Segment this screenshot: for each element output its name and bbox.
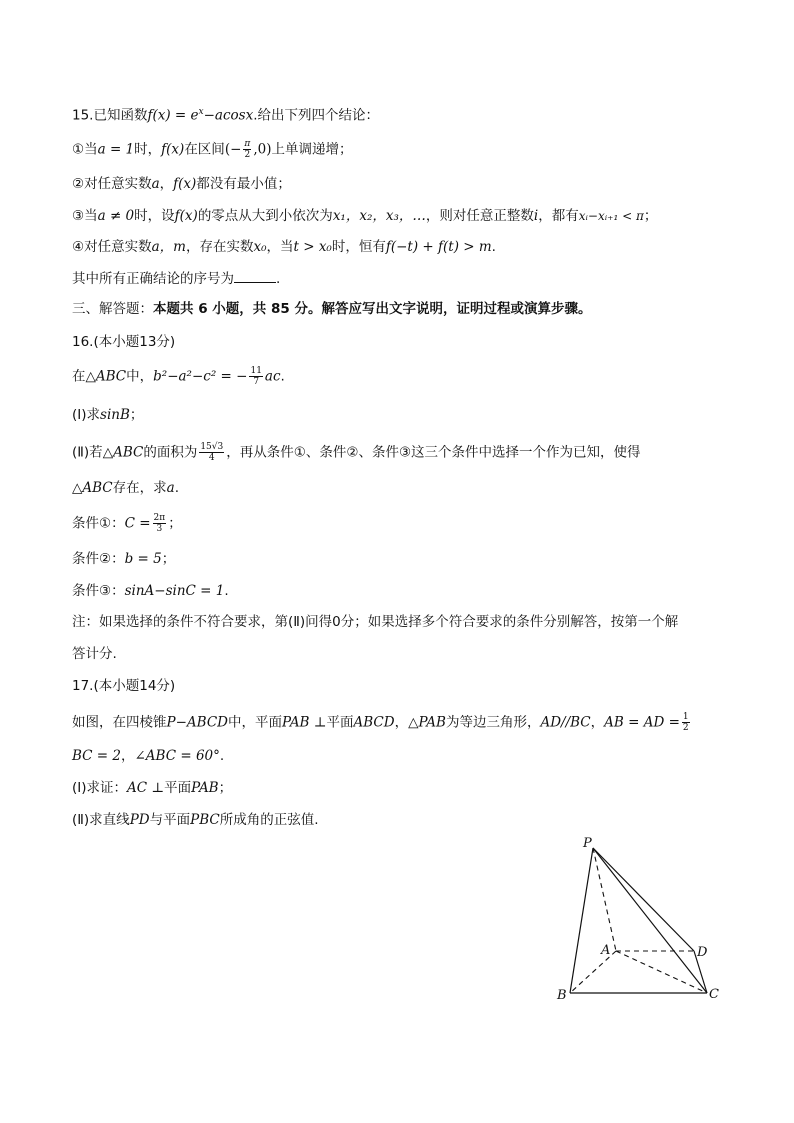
q17-part-2: (Ⅱ)求直线PD与平面PBC所成角的正弦值. <box>72 812 319 828</box>
edge-AC-hidden <box>616 951 707 993</box>
answer-blank[interactable] <box>234 268 276 283</box>
q15-ask: 其中所有正确结论的序号为 . <box>72 268 280 289</box>
q16-condition-2: 条件②：b = 5； <box>72 551 176 567</box>
q15-fraction-pi-over-2: $\frac{\pi}{2}$ <box>244 139 251 160</box>
section-3-heading: 三、解答题：本题共 6 小题，共 85 分。解答应写出文字说明，证明过程或演算步骤。 <box>72 301 592 317</box>
vertex-label-A: A <box>601 943 611 958</box>
vertex-label-C: C <box>709 987 719 1002</box>
q15-stem: 15.已知函数$f(x) = e^x-acosx$.给出下列四个结论： <box>72 107 379 124</box>
q16-part-1: (Ⅰ)求sinB； <box>72 407 144 423</box>
q16-condition-3: 条件③：sinA−sinC = 1. <box>72 583 229 599</box>
vertex-label-B: B <box>557 988 567 1003</box>
q15-conclusion-3: ③当a ≠ 0时，设f(x)的零点从大到小依次为x₁，x₂，x₃，…，则对任意正整数i，都有xᵢ−xᵢ₊₁ < π； <box>72 208 658 224</box>
q16-part-2-cont: △ABC存在，求a. <box>72 480 179 496</box>
edge-DC <box>694 951 707 993</box>
q15-conclusion-2: ②对任意实数a，f(x)都没有最小值； <box>72 176 291 192</box>
edge-PD <box>593 848 694 951</box>
q16-part-2: (Ⅱ)若△ABC的面积为 $\frac{15√3}{4}$ ，再从条件①、条件②、条件③这三个条件中选择一个作为已知，使得 <box>72 442 641 463</box>
q16-note-line-1: 注：如果选择的条件不符合要求，第(Ⅱ)问得0分；如果选择多个符合要求的条件分别解答，按第一个解 <box>72 614 679 630</box>
q16-stem: 在△ABC中，b²−a²−c² = − $\frac{11}{7}$ ac. <box>72 366 285 387</box>
q16-number: 16.(本小题13分) <box>72 334 176 350</box>
edge-PA-hidden <box>593 848 616 951</box>
q16-fraction-2pi-over-3: $\frac{2\pi}{3}$ <box>153 513 166 534</box>
q16-note-line-2: 答计分. <box>72 646 117 662</box>
q17-fraction-1-over-2: $\frac{1}{2}$ <box>682 712 689 733</box>
q15-conclusion-4: ④对任意实数a，m，存在实数x₀，当t > x₀时，恒有f(−t) + f(t) > m. <box>72 239 496 255</box>
q17-stem-cont: BC = 2，∠ABC = 60°. <box>72 748 225 764</box>
edge-AB-hidden <box>570 951 616 993</box>
vertex-label-D: D <box>697 945 708 960</box>
q17-stem: 如图，在四棱锥P−ABCD中，平面PAB ⊥平面ABCD，△PAB为等边三角形，AD//BC，AB = AD = $\frac{1}{2}$ <box>72 712 689 733</box>
edge-PB <box>570 848 593 993</box>
q16-fraction-area: $\frac{15√3}{4}$ <box>200 442 224 463</box>
q17-number: 17.(本小题14分) <box>72 678 176 694</box>
q16-fraction-11-over-7: $\frac{11}{7}$ <box>250 366 262 387</box>
vertex-label-P: P <box>583 836 592 851</box>
q17-part-1: (Ⅰ)求证：AC ⊥平面PAB； <box>72 780 233 796</box>
q16-condition-1: 条件①：C = $\frac{2\pi}{3}$ ； <box>72 513 182 534</box>
q15-conclusion-1: ①当a = 1时，f(x)在区间(− $\frac{\pi}{2}$ ,0)上单调递增； <box>72 139 353 160</box>
edge-PC <box>593 848 707 993</box>
q15-number: 15. <box>72 107 94 124</box>
